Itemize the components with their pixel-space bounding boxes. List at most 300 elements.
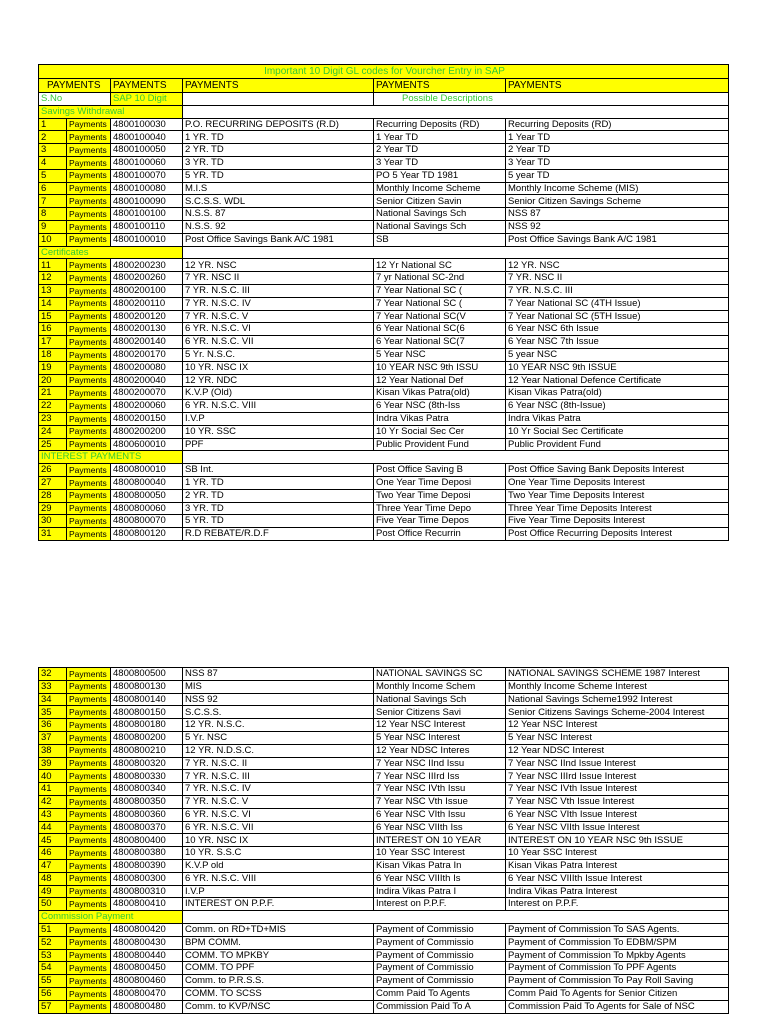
full-description: 1 Year TD — [506, 131, 729, 144]
sap-description: Indira Vikas Patra I — [374, 885, 506, 898]
sap-description: 5 Year NSC — [374, 348, 506, 361]
sap-gl-code: 4800100090 — [111, 195, 183, 208]
sap-description: 12 Yr National SC — [374, 259, 506, 272]
sap-gl-code: 4800800060 — [111, 502, 183, 515]
type-label: Payments — [67, 156, 111, 169]
full-description: 6 Year NSC VIIIth Issue Interest — [506, 872, 729, 885]
full-description: 6 Year NSC (8th-Issue) — [506, 400, 729, 413]
type-label: Payments — [67, 476, 111, 489]
table-row — [39, 489, 729, 502]
table-row — [39, 272, 729, 285]
type-label: Payments — [67, 464, 111, 477]
sap-description: Commission Paid To A — [374, 1000, 506, 1013]
type-label: Payments — [67, 936, 111, 949]
sap-description: 6 Year NSC VIIIth Is — [374, 872, 506, 885]
type-label: Payments — [67, 731, 111, 744]
sap-description: 7 Year NSC IVth Issu — [374, 783, 506, 796]
type-label: Payments — [67, 834, 111, 847]
short-description: 7 YR. N.S.C. IV — [183, 297, 374, 310]
type-label: Payments — [67, 361, 111, 374]
sap-gl-code: 4800800480 — [111, 1000, 183, 1013]
header-possible-descriptions: Possible Descriptions — [374, 93, 729, 106]
sap-description: One Year Time Deposi — [374, 476, 506, 489]
full-description: 2 Year TD — [506, 144, 729, 157]
table-row — [39, 859, 729, 872]
type-label: Payments — [67, 923, 111, 936]
sap-description: Senior Citizens Savi — [374, 706, 506, 719]
type-label: Payments — [67, 489, 111, 502]
table-row — [39, 898, 729, 911]
serial-number: 37 — [39, 731, 67, 744]
header-payments-2: PAYMENTS — [111, 79, 183, 93]
table-row — [39, 259, 729, 272]
full-description: Recurring Deposits (RD) — [506, 118, 729, 131]
sap-description: 6 Year NSC VIIth Iss — [374, 821, 506, 834]
short-description: 5 YR. TD — [183, 169, 374, 182]
full-description: National Savings Scheme1992 Interest — [506, 693, 729, 706]
short-description: N.S.S. 87 — [183, 208, 374, 221]
serial-number: 46 — [39, 847, 67, 860]
serial-number: 28 — [39, 489, 67, 502]
sap-description: Monthly Income Scheme — [374, 182, 506, 195]
type-label: Payments — [67, 680, 111, 693]
short-description: INTEREST ON P.P.F. — [183, 898, 374, 911]
short-description: 7 YR. N.S.C. II — [183, 757, 374, 770]
type-label: Payments — [67, 412, 111, 425]
serial-number: 19 — [39, 361, 67, 374]
type-label: Payments — [67, 847, 111, 860]
serial-number: 22 — [39, 400, 67, 413]
short-description: SB Int. — [183, 464, 374, 477]
full-description: 12 YR. NSC — [506, 259, 729, 272]
type-label: Payments — [67, 757, 111, 770]
serial-number: 5 — [39, 169, 67, 182]
full-description: Commission Paid To Agents for Sale of NSC — [506, 1000, 729, 1013]
sap-gl-code: 4800100070 — [111, 169, 183, 182]
sap-description: 7 Year NSC IInd Issu — [374, 757, 506, 770]
full-description: Post Office Savings Bank A/C 1981 — [506, 233, 729, 246]
table-row — [39, 438, 729, 451]
sap-gl-code: 4800100080 — [111, 182, 183, 195]
table-row — [39, 412, 729, 425]
type-label: Payments — [67, 272, 111, 285]
short-description: 7 YR. N.S.C. V — [183, 310, 374, 323]
full-description: Payment of Commission To Mpkby Agents — [506, 949, 729, 962]
short-description: S.C.S.S. WDL — [183, 195, 374, 208]
serial-number: 4 — [39, 156, 67, 169]
sap-gl-code: 4800200120 — [111, 310, 183, 323]
table-row — [39, 374, 729, 387]
serial-number: 9 — [39, 220, 67, 233]
sap-gl-code: 4800800450 — [111, 962, 183, 975]
sap-description: SB — [374, 233, 506, 246]
serial-number: 49 — [39, 885, 67, 898]
table-row — [39, 808, 729, 821]
table-row — [39, 834, 729, 847]
full-description: NSS 92 — [506, 220, 729, 233]
sap-description: Indra Vikas Patra — [374, 412, 506, 425]
short-description: 1 YR. TD — [183, 476, 374, 489]
sap-description: Payment of Commissio — [374, 975, 506, 988]
sap-gl-code: 4800200140 — [111, 336, 183, 349]
type-label: Payments — [67, 515, 111, 528]
sap-gl-code: 4800100110 — [111, 220, 183, 233]
type-label: Payments — [67, 949, 111, 962]
full-description: 7 YR. NSC II — [506, 272, 729, 285]
table-row — [39, 731, 729, 744]
short-description: 10 YR. NSC IX — [183, 361, 374, 374]
table-row — [39, 528, 729, 541]
sap-description: Payment of Commissio — [374, 936, 506, 949]
section-header-row — [39, 246, 729, 259]
type-label: Payments — [67, 387, 111, 400]
sap-gl-code: 4800800390 — [111, 859, 183, 872]
section-header-row — [39, 105, 729, 118]
short-description: 3 YR. TD — [183, 156, 374, 169]
table-row — [39, 220, 729, 233]
full-description: 6 Year NSC 7th Issue — [506, 336, 729, 349]
table-row — [39, 821, 729, 834]
sap-gl-code: 4800800010 — [111, 464, 183, 477]
section-title: Commission Payment — [39, 911, 183, 924]
short-description: 12 YR. NSC — [183, 259, 374, 272]
full-description: Three Year Time Deposits Interest — [506, 502, 729, 515]
short-description: Comm. on RD+TD+MIS — [183, 923, 374, 936]
section-title: INTEREST PAYMENTS — [39, 451, 183, 464]
full-description: Senior Citizen Savings Scheme — [506, 195, 729, 208]
serial-number: 11 — [39, 259, 67, 272]
short-description: I.V.P — [183, 412, 374, 425]
section-header-row — [39, 451, 729, 464]
sap-description: Kisan Vikas Patra(old) — [374, 387, 506, 400]
type-label: Payments — [67, 962, 111, 975]
type-label: Payments — [67, 859, 111, 872]
full-description: One Year Time Deposits Interest — [506, 476, 729, 489]
sap-gl-code: 4800800410 — [111, 898, 183, 911]
table-row — [39, 668, 729, 681]
full-description: Five Year Time Deposits Interest — [506, 515, 729, 528]
serial-number: 36 — [39, 719, 67, 732]
table-row — [39, 169, 729, 182]
full-description: 3 Year TD — [506, 156, 729, 169]
sap-description: Comm Paid To Agents — [374, 987, 506, 1000]
sap-gl-code: 4800200070 — [111, 387, 183, 400]
table-title: Important 10 Digit GL codes for Vourcher Entry in SAP — [39, 65, 729, 79]
table-row — [39, 872, 729, 885]
short-description: 10 YR. NSC IX — [183, 834, 374, 847]
type-label: Payments — [67, 898, 111, 911]
table-row — [39, 770, 729, 783]
short-description: 6 YR. N.S.C. VIII — [183, 400, 374, 413]
header-sap-10-digit: SAP 10 Digit — [111, 93, 183, 106]
sap-description: 5 Year NSC Interest — [374, 731, 506, 744]
short-description: MIS — [183, 680, 374, 693]
sap-gl-code: 4800800150 — [111, 706, 183, 719]
table-row — [39, 297, 729, 310]
header-sno: S.No — [39, 93, 111, 106]
table-row — [39, 1000, 729, 1013]
type-label: Payments — [67, 706, 111, 719]
sap-description: PO 5 Year TD 1981 — [374, 169, 506, 182]
table-row — [39, 975, 729, 988]
full-description: 10 Yr Social Sec Certificate — [506, 425, 729, 438]
sap-gl-code: 4800800320 — [111, 757, 183, 770]
sap-description: Interest on P.P.F. — [374, 898, 506, 911]
table-row — [39, 476, 729, 489]
gl-codes-table-2 — [38, 667, 729, 1014]
serial-number: 24 — [39, 425, 67, 438]
type-label: Payments — [67, 744, 111, 757]
short-description: Comm. to P.R.S.S. — [183, 975, 374, 988]
short-description: NSS 92 — [183, 693, 374, 706]
type-label: Payments — [67, 502, 111, 515]
type-label: Payments — [67, 438, 111, 451]
full-description: Two Year Time Deposits Interest — [506, 489, 729, 502]
section-header-row — [39, 911, 729, 924]
short-description: 7 YR. N.S.C. III — [183, 770, 374, 783]
gl-codes-table-1 — [38, 64, 729, 541]
type-label: Payments — [67, 1000, 111, 1013]
sap-description: 3 Year TD — [374, 156, 506, 169]
section-blank — [183, 246, 729, 259]
short-description: 7 YR. N.S.C. IV — [183, 783, 374, 796]
sap-description: INTEREST ON 10 YEAR — [374, 834, 506, 847]
full-description: 7 Year NSC Vth Issue Interest — [506, 795, 729, 808]
short-description: 3 YR. TD — [183, 502, 374, 515]
table-row — [39, 195, 729, 208]
full-description: INTEREST ON 10 YEAR NSC 9th ISSUE — [506, 834, 729, 847]
type-label: Payments — [67, 284, 111, 297]
short-description: 1 YR. TD — [183, 131, 374, 144]
header-payments-4: PAYMENTS — [374, 79, 506, 93]
full-description: 5 year NSC — [506, 348, 729, 361]
full-description: 7 Year NSC IIIrd Issue Interest — [506, 770, 729, 783]
sap-gl-code: 4800200040 — [111, 374, 183, 387]
full-description: 7 YR. N.S.C. III — [506, 284, 729, 297]
short-description: Comm. to KVP/NSC — [183, 1000, 374, 1013]
full-description: 7 Year NSC IVth Issue Interest — [506, 783, 729, 796]
sap-description: National Savings Sch — [374, 693, 506, 706]
full-description: Senior Citizens Savings Scheme-2004 Interest — [506, 706, 729, 719]
sap-gl-code: 4800600010 — [111, 438, 183, 451]
full-description: Payment of Commission To SAS Agents. — [506, 923, 729, 936]
full-description: Kisan Vikas Patra Interest — [506, 859, 729, 872]
section-blank — [183, 451, 729, 464]
sap-gl-code: 4800800420 — [111, 923, 183, 936]
header-payments-1: PAYMENTS — [39, 79, 111, 93]
sap-gl-code: 4800100010 — [111, 233, 183, 246]
serial-number: 57 — [39, 1000, 67, 1013]
sap-gl-code: 4800200110 — [111, 297, 183, 310]
sap-description: 12 Year NDSC Interes — [374, 744, 506, 757]
full-description: 10 Year SSC Interest — [506, 847, 729, 860]
sap-description: Senior Citizen Savin — [374, 195, 506, 208]
sap-gl-code: 4800800370 — [111, 821, 183, 834]
table-row — [39, 847, 729, 860]
short-description: BPM COMM. — [183, 936, 374, 949]
short-description: 2 YR. TD — [183, 489, 374, 502]
full-description: 10 YEAR NSC 9th ISSUE — [506, 361, 729, 374]
sap-description: 7 yr National SC-2nd — [374, 272, 506, 285]
serial-number: 47 — [39, 859, 67, 872]
serial-number: 26 — [39, 464, 67, 477]
sap-gl-code: 4800200260 — [111, 272, 183, 285]
sap-description: National Savings Sch — [374, 208, 506, 221]
short-description: 12 YR. NDC — [183, 374, 374, 387]
serial-number: 32 — [39, 668, 67, 681]
full-description: 12 Year NDSC Interest — [506, 744, 729, 757]
type-label: Payments — [67, 374, 111, 387]
full-description: 12 Year National Defence Certificate — [506, 374, 729, 387]
short-description: 7 YR. N.S.C. V — [183, 795, 374, 808]
sap-gl-code: 4800200080 — [111, 361, 183, 374]
short-description: COMM. TO SCSS — [183, 987, 374, 1000]
sap-description: 6 Year National SC(7 — [374, 336, 506, 349]
serial-number: 15 — [39, 310, 67, 323]
sap-gl-code: 4800800300 — [111, 872, 183, 885]
full-description: NSS 87 — [506, 208, 729, 221]
full-description: 7 Year National SC (5TH Issue) — [506, 310, 729, 323]
section-title: Certificates — [39, 246, 183, 259]
type-label: Payments — [67, 425, 111, 438]
table-row — [39, 744, 729, 757]
sap-description: Two Year Time Deposi — [374, 489, 506, 502]
table-row — [39, 706, 729, 719]
short-description: 6 YR. N.S.C. VI — [183, 808, 374, 821]
full-description: 5 Year NSC Interest — [506, 731, 729, 744]
sap-description: 7 Year National SC(V — [374, 310, 506, 323]
type-label: Payments — [67, 195, 111, 208]
serial-number: 14 — [39, 297, 67, 310]
short-description: 6 YR. N.S.C. VII — [183, 336, 374, 349]
serial-number: 41 — [39, 783, 67, 796]
serial-number: 10 — [39, 233, 67, 246]
sap-description: 12 Year NSC Interest — [374, 719, 506, 732]
short-description: 5 Yr. N.S.C. — [183, 348, 374, 361]
short-description: K.V.P old — [183, 859, 374, 872]
sap-gl-code: 4800800070 — [111, 515, 183, 528]
sap-gl-code: 4800800350 — [111, 795, 183, 808]
full-description: Payment of Commission To EDBM/SPM — [506, 936, 729, 949]
sap-gl-code: 4800200230 — [111, 259, 183, 272]
full-description: 5 year TD — [506, 169, 729, 182]
table-row — [39, 400, 729, 413]
serial-number: 53 — [39, 949, 67, 962]
sap-gl-code: 4800100050 — [111, 144, 183, 157]
sap-gl-code: 4800800120 — [111, 528, 183, 541]
serial-number: 3 — [39, 144, 67, 157]
sap-gl-code: 4800800440 — [111, 949, 183, 962]
serial-number: 6 — [39, 182, 67, 195]
short-description: 5 Yr. NSC — [183, 731, 374, 744]
sap-gl-code: 4800800140 — [111, 693, 183, 706]
sap-description: 6 Year NSC VIth Issu — [374, 808, 506, 821]
table-row — [39, 783, 729, 796]
sap-description: 1 Year TD — [374, 131, 506, 144]
serial-number: 43 — [39, 808, 67, 821]
sap-gl-code: 4800800360 — [111, 808, 183, 821]
serial-number: 27 — [39, 476, 67, 489]
serial-number: 13 — [39, 284, 67, 297]
serial-number: 35 — [39, 706, 67, 719]
full-description: 12 Year NSC Interest — [506, 719, 729, 732]
full-description: 6 Year NSC VIth Issue Interest — [506, 808, 729, 821]
table-row — [39, 757, 729, 770]
serial-number: 30 — [39, 515, 67, 528]
full-description: Payment of Commission To PPF Agents — [506, 962, 729, 975]
sap-gl-code: 4800800470 — [111, 987, 183, 1000]
section-blank — [183, 105, 729, 118]
serial-number: 20 — [39, 374, 67, 387]
table-row — [39, 156, 729, 169]
short-description: Post Office Savings Bank A/C 1981 — [183, 233, 374, 246]
type-label: Payments — [67, 668, 111, 681]
serial-number: 33 — [39, 680, 67, 693]
serial-number: 23 — [39, 412, 67, 425]
sap-gl-code: 4800200130 — [111, 323, 183, 336]
full-description: NATIONAL SAVINGS SCHEME 1987 Interest — [506, 668, 729, 681]
sap-gl-code: 4800100030 — [111, 118, 183, 131]
sap-description: Kisan Vikas Patra In — [374, 859, 506, 872]
serial-number: 52 — [39, 936, 67, 949]
sap-description: 10 YEAR NSC 9th ISSU — [374, 361, 506, 374]
sap-description: 6 Year National SC(6 — [374, 323, 506, 336]
table-row — [39, 323, 729, 336]
table-row — [39, 936, 729, 949]
serial-number: 31 — [39, 528, 67, 541]
sap-gl-code: 4800200170 — [111, 348, 183, 361]
type-label: Payments — [67, 323, 111, 336]
serial-number: 42 — [39, 795, 67, 808]
short-description: 5 YR. TD — [183, 515, 374, 528]
short-description: 6 YR. N.S.C. VI — [183, 323, 374, 336]
sap-description: 10 Yr Social Sec Cer — [374, 425, 506, 438]
sap-gl-code: 4800800380 — [111, 847, 183, 860]
table-row — [39, 118, 729, 131]
short-description: 7 YR. NSC II — [183, 272, 374, 285]
type-label: Payments — [67, 885, 111, 898]
sap-description: NATIONAL SAVINGS SC — [374, 668, 506, 681]
table-row — [39, 284, 729, 297]
full-description: Indira Vikas Patra Interest — [506, 885, 729, 898]
serial-number: 34 — [39, 693, 67, 706]
serial-number: 54 — [39, 962, 67, 975]
sap-description: 2 Year TD — [374, 144, 506, 157]
type-label: Payments — [67, 872, 111, 885]
type-label: Payments — [67, 310, 111, 323]
short-description: S.C.S.S. — [183, 706, 374, 719]
table-row — [39, 693, 729, 706]
serial-number: 40 — [39, 770, 67, 783]
serial-number: 45 — [39, 834, 67, 847]
sap-gl-code: 4800200200 — [111, 425, 183, 438]
serial-number: 12 — [39, 272, 67, 285]
serial-number: 18 — [39, 348, 67, 361]
sap-description: 7 Year NSC Vth Issue — [374, 795, 506, 808]
type-label: Payments — [67, 131, 111, 144]
short-description: 2 YR. TD — [183, 144, 374, 157]
table-row — [39, 182, 729, 195]
short-description: N.S.S. 92 — [183, 220, 374, 233]
sap-description: 10 Year SSC Interest — [374, 847, 506, 860]
sap-gl-code: 4800800310 — [111, 885, 183, 898]
sap-gl-code: 4800800430 — [111, 936, 183, 949]
sap-gl-code: 4800800040 — [111, 476, 183, 489]
sap-description: National Savings Sch — [374, 220, 506, 233]
type-label: Payments — [67, 693, 111, 706]
full-description: Monthly Income Scheme Interest — [506, 680, 729, 693]
sap-description: Payment of Commissio — [374, 962, 506, 975]
